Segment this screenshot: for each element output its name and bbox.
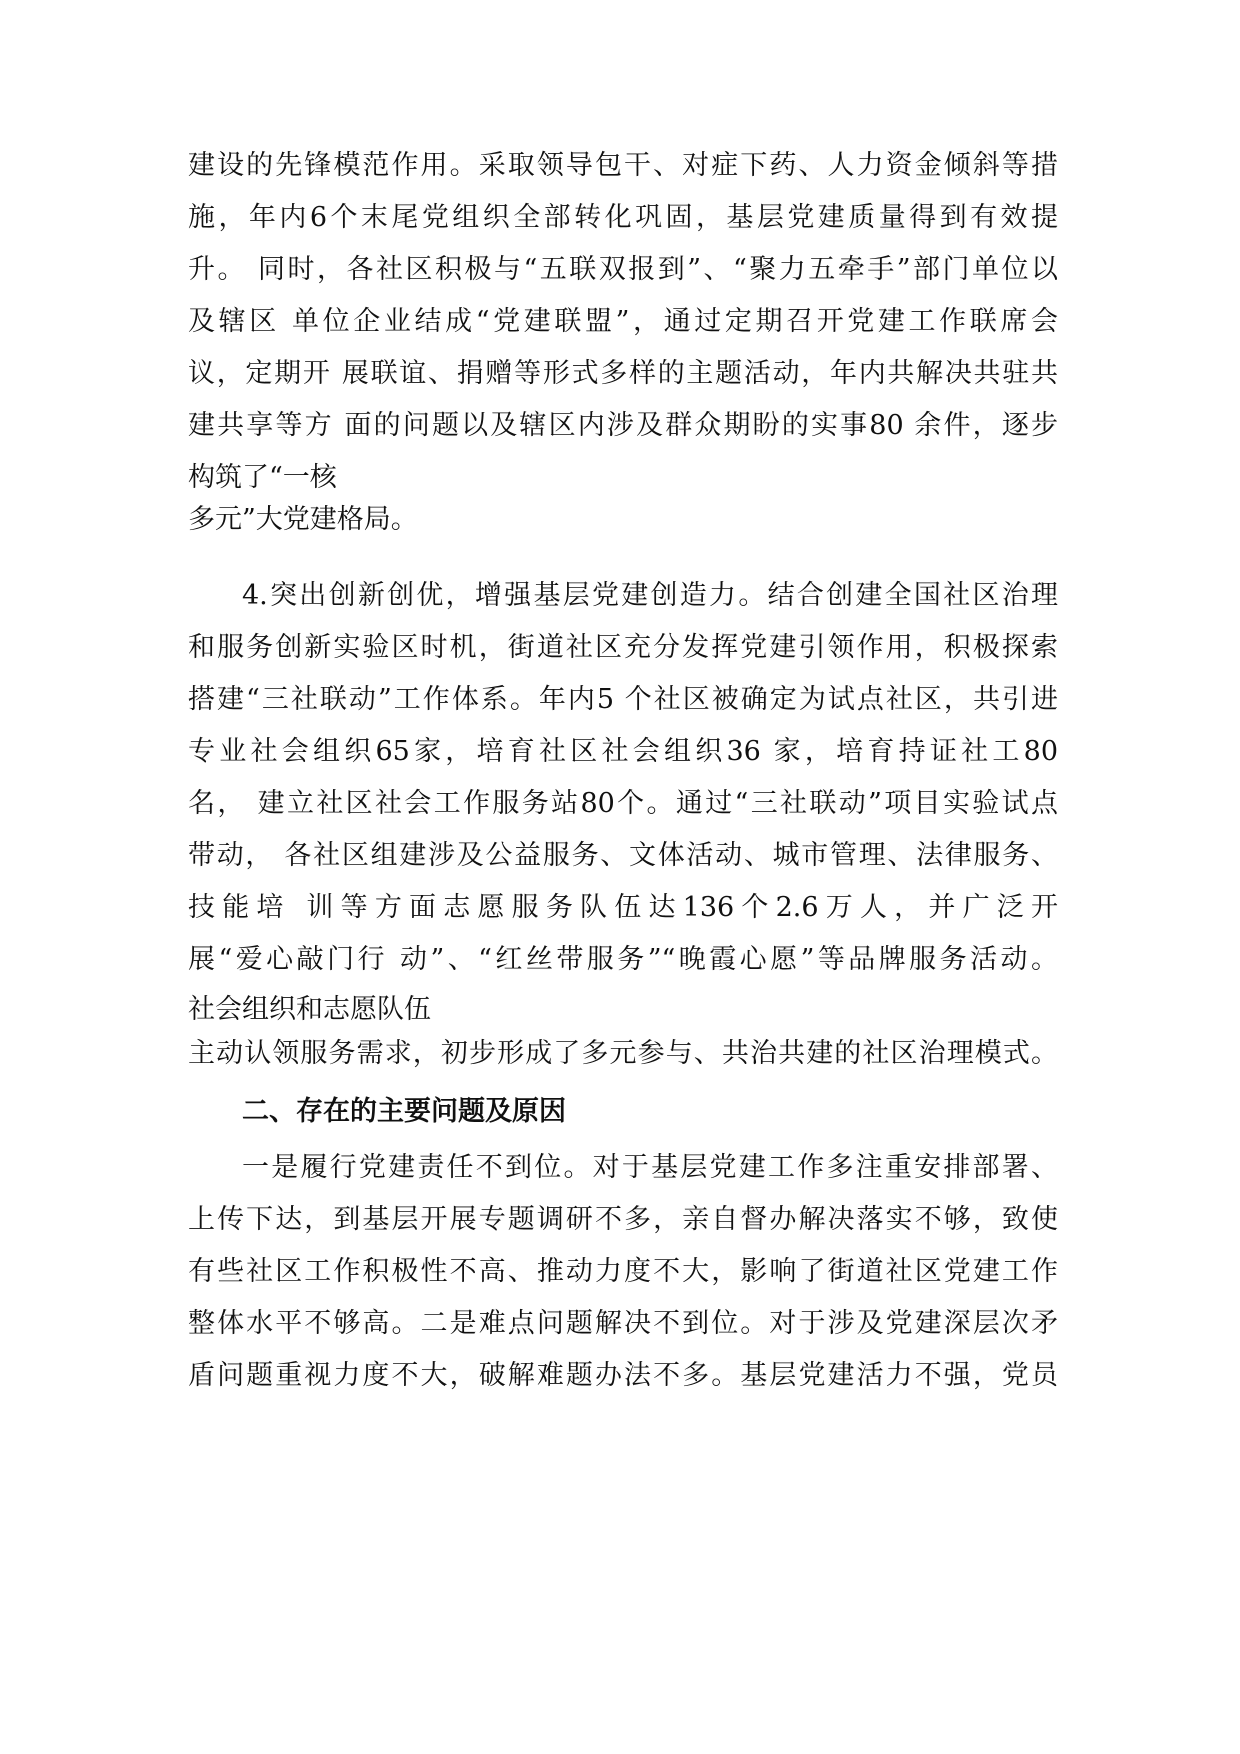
- text-line: 4.突出创新创优，增强基层党建创造力。结合创建全国社区治理: [242, 580, 1058, 611]
- text-line: 带动， 各社区组建涉及公益服务、文体活动、城市管理、法律服务、: [188, 840, 1058, 871]
- text-line: 整体水平不够高。二是难点问题解决不到位。对于涉及党建深层次矛: [188, 1308, 1058, 1339]
- text-line: 盾问题重视力度不大，破解难题办法不多。基层党建活力不强，党员: [188, 1360, 1058, 1391]
- text-line: 主动认领服务需求，初步形成了多元参与、共治共建的社区治理模式。: [188, 1038, 1058, 1069]
- text-line: 构筑了“一核: [188, 462, 337, 493]
- section-heading: 二、存在的主要问题及原因: [242, 1096, 566, 1127]
- text-line: 建设的先锋模范作用。采取领导包干、对症下药、人力资金倾斜等措: [188, 150, 1058, 181]
- text-line: 上传下达，到基层开展专题调研不多，亲自督办解决落实不够，致使: [188, 1204, 1058, 1235]
- text-line: 社会组织和志愿队伍: [188, 994, 431, 1025]
- text-line: 技能培 训等方面志愿服务队伍达136个2.6万人，并广泛开: [188, 892, 1058, 923]
- text-line: 有些社区工作积极性不高、推动力度不大，影响了街道社区党建工作: [188, 1256, 1058, 1287]
- text-line: 升。 同时，各社区积极与“五联双报到”、“聚力五牵手”部门单位以: [188, 254, 1058, 285]
- text-line: 施，年内6个末尾党组织全部转化巩固，基层党建质量得到有效提: [188, 202, 1058, 233]
- text-line: 多元”大党建格局。: [188, 504, 418, 535]
- text-line: 建共享等方 面的问题以及辖区内涉及群众期盼的实事80 余件，逐步: [188, 410, 1058, 441]
- text-line: 议，定期开 展联谊、捐赠等形式多样的主题活动，年内共解决共驻共: [188, 358, 1058, 389]
- text-line: 搭建“三社联动”工作体系。年内5 个社区被确定为试点社区，共引进: [188, 684, 1058, 715]
- text-line: 展“爱心敲门行 动”、“红丝带服务”“晚霞心愿”等品牌服务活动。: [188, 944, 1058, 975]
- text-line: 一是履行党建责任不到位。对于基层党建工作多注重安排部署、: [242, 1152, 1058, 1183]
- text-line: 专业社会组织65家，培育社区社会组织36 家，培育持证社工80: [188, 736, 1058, 767]
- text-line: 名， 建立社区社会工作服务站80个。通过“三社联动”项目实验试点: [188, 788, 1058, 819]
- text-line: 和服务创新实验区时机，街道社区充分发挥党建引领作用，积极探索: [188, 632, 1058, 663]
- text-line: 及辖区 单位企业结成“党建联盟”，通过定期召开党建工作联席会: [188, 306, 1058, 337]
